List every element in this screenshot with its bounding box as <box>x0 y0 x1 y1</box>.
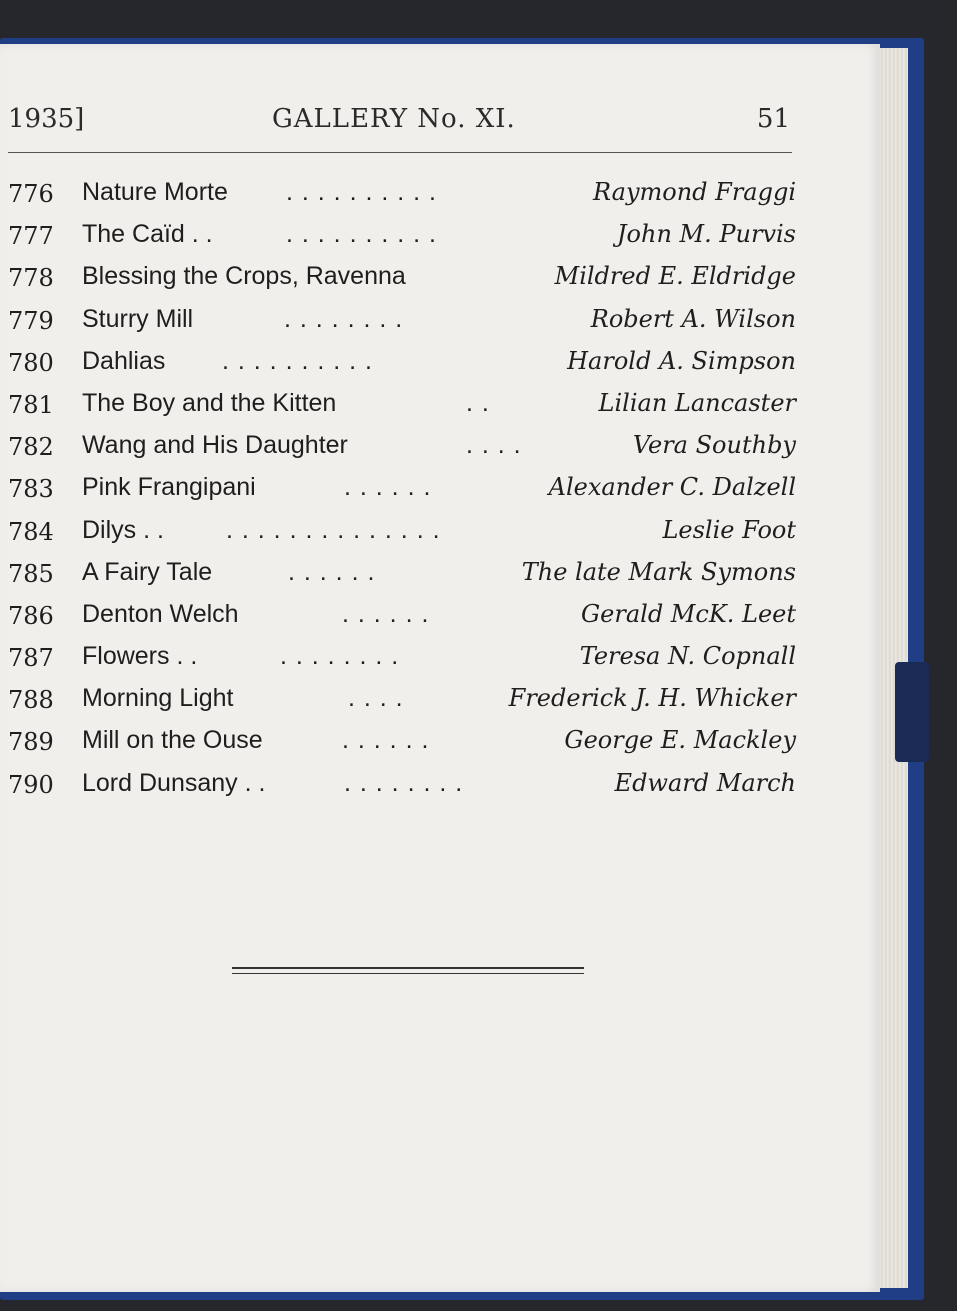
catalogue-entry <box>8 594 796 636</box>
header-title: GALLERY No. XI. <box>272 104 516 134</box>
entry-title: The Caïd . . <box>82 220 213 249</box>
header-year: 1935] <box>8 104 85 134</box>
entry-number: 783 <box>8 475 54 504</box>
entry-title: Sturry Mill <box>82 304 194 333</box>
catalogue-entry <box>8 510 796 552</box>
entry-artist: John M. Purvis <box>616 220 796 249</box>
entry-title: Lord Dunsany . . <box>82 768 266 797</box>
header-rule <box>8 152 792 153</box>
entry-number: 786 <box>8 601 54 630</box>
entry-title: The Boy and the Kitten <box>82 388 337 417</box>
entry-artist: Frederick J. H. Whicker <box>508 684 796 713</box>
leader-dots: . . . . . . . . . . . . . . <box>226 515 441 544</box>
catalogue-entry <box>8 763 796 805</box>
entry-title: Flowers . . <box>82 642 198 671</box>
entry-number: 778 <box>8 264 54 293</box>
entry-title: Denton Welch <box>82 599 239 628</box>
entry-title: Dahlias <box>82 346 166 375</box>
leader-dots: . . . . . . . . <box>284 304 404 333</box>
leader-dots: . . . . . . <box>342 726 430 755</box>
catalogue-entry <box>8 552 796 594</box>
entry-artist: Leslie Foot <box>662 515 796 544</box>
entry-artist: Robert A. Wilson <box>590 304 796 333</box>
catalogue-entry <box>8 425 796 467</box>
entry-artist: Alexander C. Dalzell <box>548 473 796 502</box>
entry-title: A Fairy Tale <box>82 557 213 586</box>
entry-artist: Gerald McK. Leet <box>580 599 796 628</box>
entry-number: 781 <box>8 390 54 419</box>
entry-artist: Raymond Fraggi <box>593 178 796 206</box>
leader-dots: . . . . . . . . . . <box>286 178 437 206</box>
entry-number: 784 <box>8 517 54 546</box>
entry-artist: The late Mark Symons <box>521 557 796 586</box>
catalogue-entry <box>8 172 796 214</box>
entry-number: 785 <box>8 559 54 588</box>
entry-title: Blessing the Crops, Ravenna <box>82 262 406 291</box>
entry-number: 779 <box>8 306 54 335</box>
entry-artist: Teresa N. Copnall <box>579 642 796 671</box>
entry-artist: Harold A. Simpson <box>567 346 796 375</box>
catalogue-entry <box>8 383 796 425</box>
leader-dots: . . . . . . . . <box>280 642 400 671</box>
entry-artist: Vera Southby <box>632 431 796 460</box>
bookmark-ribbon <box>895 662 929 762</box>
leader-dots: . . . . . . . . <box>344 768 464 797</box>
leader-dots: . . . . . . . . . . <box>222 346 373 375</box>
entry-artist: Mildred E. Eldridge <box>554 262 796 291</box>
leader-dots: . . . . <box>348 684 404 713</box>
catalogue-entry <box>8 720 796 762</box>
catalogue-entry <box>8 467 796 509</box>
entry-title: Mill on the Ouse <box>82 726 263 755</box>
catalogue-entry <box>8 214 796 256</box>
leader-dots: . . . . . . <box>344 473 432 502</box>
end-rule <box>232 967 584 974</box>
entry-number: 777 <box>8 222 54 251</box>
entry-title: Pink Frangipani <box>82 473 256 502</box>
catalogue-list <box>8 172 796 805</box>
entry-number: 782 <box>8 433 54 462</box>
entry-number: 789 <box>8 728 54 757</box>
entry-number: 788 <box>8 686 54 715</box>
entry-title: Wang and His Daughter <box>82 431 348 460</box>
leader-dots: . . <box>466 388 490 417</box>
entry-title: Morning Light <box>82 684 234 713</box>
entry-title: Nature Morte <box>82 178 228 206</box>
entry-number: 787 <box>8 644 54 673</box>
catalogue-entry <box>8 299 796 341</box>
entry-artist: Lilian Lancaster <box>598 388 796 417</box>
leader-dots: . . . . . . <box>288 557 376 586</box>
leader-dots: . . . . . . . . . . <box>286 220 437 249</box>
entry-artist: Edward March <box>614 768 796 797</box>
catalogue-entry <box>8 256 796 298</box>
catalogue-entry <box>8 678 796 720</box>
entry-number: 790 <box>8 770 54 799</box>
page-number: 51 <box>756 104 790 134</box>
leader-dots: . . . . . . <box>342 599 430 628</box>
catalogue-entry <box>8 341 796 383</box>
catalogue-entry <box>8 636 796 678</box>
entry-title: Dilys . . <box>82 515 164 544</box>
leader-dots: . . . . <box>466 431 522 460</box>
entry-artist: George E. Mackley <box>564 726 796 755</box>
entry-number: 776 <box>8 180 54 208</box>
entry-number: 780 <box>8 348 54 377</box>
running-header <box>0 104 800 144</box>
